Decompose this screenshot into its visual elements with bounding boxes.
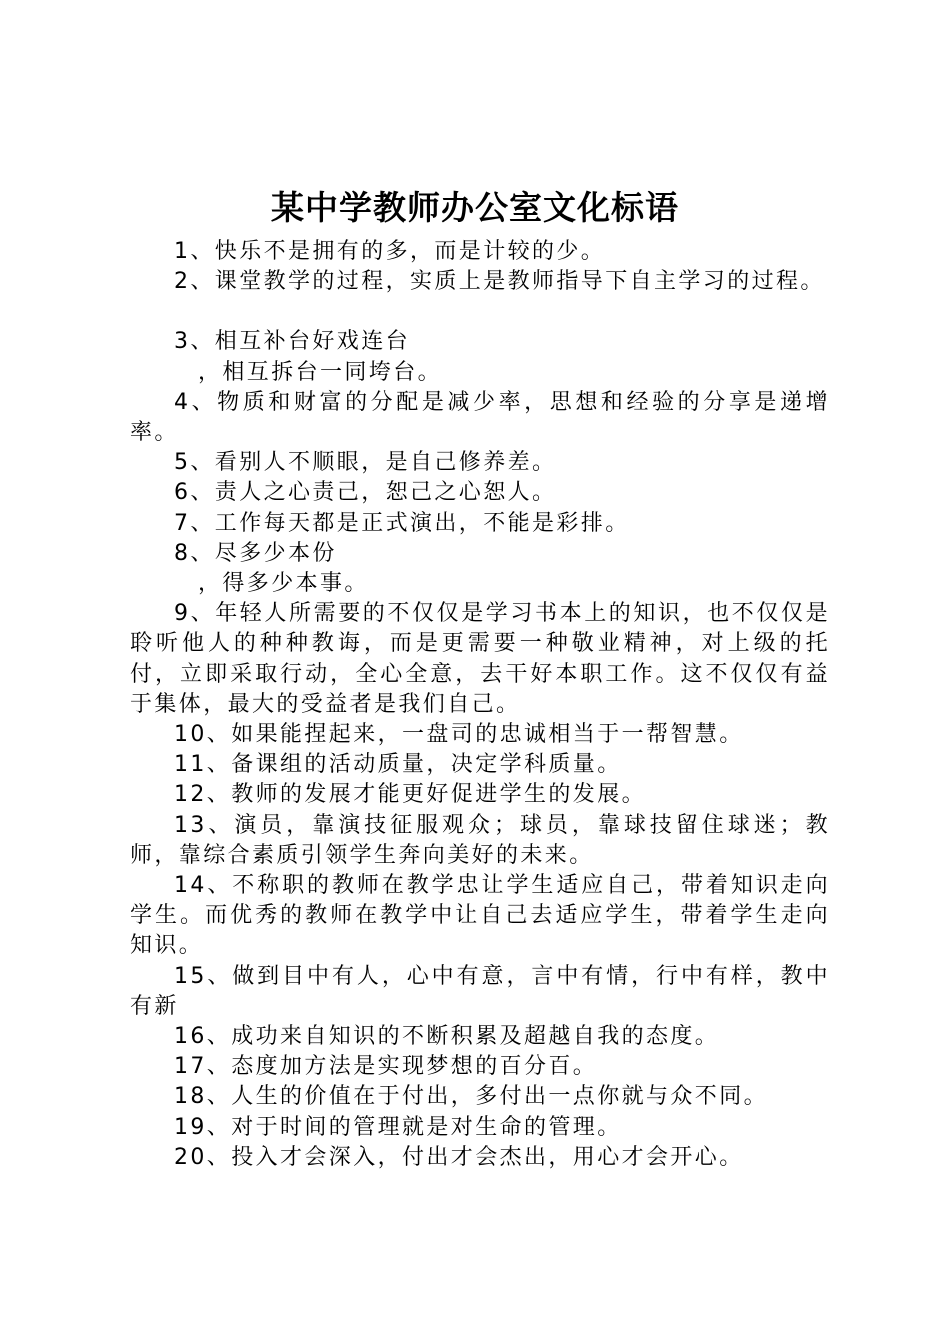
slogan-6: 6、责人之心责己，恕己之心恕人。	[174, 480, 557, 506]
slogan-8: 8、尽多少本份	[174, 540, 337, 566]
slogan-19: 19、对于时间的管理就是对生命的管理。	[174, 1114, 622, 1140]
slogan-10: 10、如果能捏起来，一盘司的忠诚相当于一帮智慧。	[174, 722, 744, 748]
slogan-12: 12、教师的发展才能更好促进学生的发展。	[174, 782, 646, 808]
slogan-9: 9、年轻人所需要的不仅仅是学习书本上的知识，也不仅仅是聆听他人的种种教诲，而是更需要一种敬业精神，对上级的托付，立即采取行动，全心全意，去干好本职工作。这不仅仅有益于集体，最大的受益者是我们自己。	[130, 601, 830, 717]
blank-line	[130, 297, 830, 327]
slogan-18: 18、人生的价值在于付出，多付出一点你就与众不同。	[174, 1084, 768, 1110]
slogan-4: 4、物质和财富的分配是减少率，思想和经验的分享是递增率。	[130, 389, 830, 446]
document-title: 某中学教师办公室文化标语	[271, 188, 679, 227]
slogan-20: 20、投入才会深入，付出才会杰出，用心才会开心。	[174, 1144, 744, 1170]
slogan-16: 16、成功来自知识的不断积累及超越自我的态度。	[174, 1024, 720, 1050]
slogan-3-continuation: ，相互拆台一同垮台。	[198, 359, 443, 385]
document-body	[130, 237, 830, 1173]
slogan-11: 11、备课组的活动质量，决定学科质量。	[174, 752, 622, 778]
slogan-15: 15、做到目中有人，心中有意，言中有情，行中有样，教中有新	[130, 963, 830, 1019]
slogan-8-continuation: ，得多少本事。	[198, 571, 369, 597]
slogan-1: 1、快乐不是拥有的多，而是计较的少。	[174, 239, 606, 264]
slogan-17: 17、态度加方法是实现梦想的百分百。	[174, 1054, 598, 1080]
slogan-13: 13、演员，靠演技征服观众；球员，靠球技留住球迷；教师，靠综合素质引领学生奔向美好的未来。	[130, 812, 830, 868]
slogan-5: 5、看别人不顺眼，是自己修养差。	[174, 450, 557, 476]
slogan-2: 2、课堂教学的过程，实质上是教师指导下自主学习的过程。	[174, 269, 825, 295]
slogan-14: 14、不称职的教师在教学忠让学生适应自己，带着知识走向学生。而优秀的教师在教学中让自己去适应学生，带着学生走向知识。	[130, 873, 830, 959]
slogan-3: 3、相互补台好戏连台	[174, 329, 410, 355]
slogan-7: 7、工作每天都是正式演出，不能是彩排。	[174, 510, 630, 536]
